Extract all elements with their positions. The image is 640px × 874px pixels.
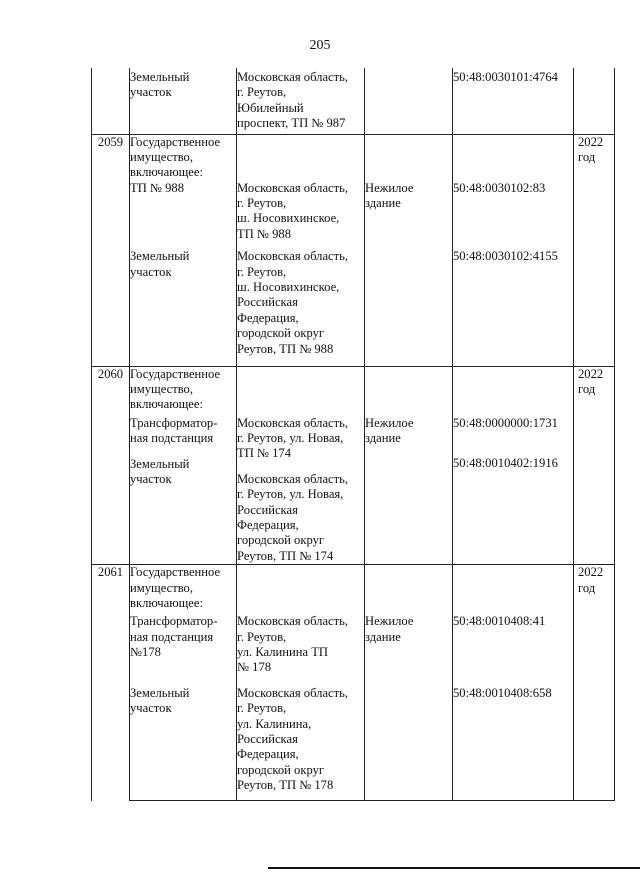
entry-number-cell [92,565,130,801]
item-address-line: городской округ [237,762,325,777]
item-address-line: Российская [237,732,298,746]
item-address-line: г. Реутов, [237,701,287,716]
item-name-line: участок [130,85,172,100]
item-purpose-line: здание [365,430,401,445]
item-purpose-line: Нежилое [365,614,414,629]
entry-number-cell [92,366,130,565]
continuation-row [92,68,615,134]
entry-number: 2059 [97,134,124,149]
item-address-line: Московская область, [237,415,349,430]
entry-number-cell [92,134,130,366]
item-address-line: Реутов, ТП № 178 [237,778,334,793]
item-purpose-cell [365,68,453,134]
page-number: 205 [309,38,331,53]
entry-number-cell [92,68,130,134]
item-name-line: ТП № 988 [130,180,184,195]
item-address-line: ТП № 174 [237,446,291,461]
item-name-line: №178 [130,645,161,660]
item-name-line: ная подстанция [130,431,214,446]
cadastral-number: 50:48:0030102:83 [453,180,546,195]
item-address-line: Московская область, [237,685,349,700]
cadastral-number: 50:48:0010408:658 [453,685,552,700]
entry-row [92,565,615,801]
item-purpose-cell [365,565,453,801]
item-purpose-line: здание [365,195,401,210]
item-address-line: г. Реутов, [237,85,287,100]
year-label: год [578,580,596,595]
year-cell [574,134,615,366]
item-name-line: Земельный [130,70,190,84]
item-address-line: Московская область, [237,471,349,486]
item-name-line: участок [130,264,172,279]
entry-header-line: Государственное [130,134,221,149]
year-value: 2022 [578,565,604,580]
item-cadastral-cell [453,134,574,366]
item-name-line: участок [130,471,172,486]
item-address-line: № 178 [237,660,272,675]
cadastral-number: 50:48:0010408:41 [453,614,546,629]
year-label: год [578,381,596,396]
item-address-line: г. Реутов, [237,629,287,644]
item-address-line: г. Реутов, ул. Новая, [237,487,344,502]
item-name-line: участок [130,701,172,715]
item-address-line: Федерация, [237,310,299,325]
item-address-line: ул. Калинина ТП [237,644,329,659]
entry-header-line: имущество, [130,381,194,396]
cadastral-number: 50:48:0000000:1731 [453,415,558,430]
entry-row [92,134,615,366]
item-cadastral-cell [453,68,574,134]
cadastral-number: 50:48:0030101:4764 [453,70,558,84]
item-address-line: ул. Калинина, [237,716,312,731]
year-cell [574,366,615,565]
item-name-cell [130,366,237,565]
item-purpose-cell [365,134,453,366]
item-address-line: Реутов, ТП № 988 [237,341,334,356]
cadastral-number: 50:48:0030102:4155 [453,248,558,263]
item-address-line: Российская [237,502,298,517]
entry-header-line: включающее: [130,165,203,180]
entry-header-line: включающее: [130,397,203,412]
property-registry-table [91,68,615,801]
year-label: год [578,149,596,164]
item-address-line: Реутов, ТП № 174 [237,548,334,563]
item-address-line: ш. Носовихинское, [237,211,340,226]
item-name-line: Трансформатор- [130,415,218,430]
item-address-cell [237,565,365,801]
item-address-cell [237,68,365,134]
cadastral-number: 50:48:0010402:1916 [453,455,558,470]
item-address-line: г. Реутов, ул. Новая, [237,430,344,445]
item-address-line: Федерация, [237,747,299,762]
item-address-line: Московская область, [237,180,349,195]
item-purpose-line: здание [365,629,401,644]
item-address-line: городской округ [237,326,325,341]
item-name-line: Земельный [130,249,190,264]
item-address-line: г. Реутов, [237,195,287,210]
year-value: 2022 [578,134,604,149]
item-cadastral-cell [453,366,574,565]
entry-header-line: Государственное [130,366,221,381]
item-address-line: проспект, ТП № 987 [237,116,346,131]
item-address-line: Юбилейный [237,100,304,115]
item-address-line: Московская область, [237,249,349,264]
item-name-line: Земельный [130,456,190,471]
item-name-cell [130,68,237,134]
year-cell [574,68,615,134]
year-cell [574,565,615,801]
entry-header-line: включающее: [130,595,203,610]
item-address-cell [237,366,365,565]
item-purpose-cell [365,366,453,565]
entry-header-line: имущество, [130,580,194,595]
item-address-cell [237,134,365,366]
item-purpose-line: Нежилое [365,415,414,430]
entry-row [92,366,615,565]
year-value: 2022 [578,366,604,381]
entry-number: 2061 [97,565,124,580]
item-name-cell [130,134,237,366]
item-address-line: Федерация, [237,517,299,532]
item-address-line: Московская область, [237,70,349,84]
item-purpose-line: Нежилое [365,180,414,195]
entry-number: 2060 [97,366,124,381]
item-cadastral-cell [453,565,574,801]
item-name-line: Земельный [130,685,190,700]
entry-header-line: имущество, [130,149,194,164]
item-name-line: Трансформатор- [130,614,218,629]
item-address-line: Московская область, [237,614,349,629]
item-address-line: г. Реутов, [237,264,287,279]
item-name-cell [130,565,237,801]
bottom-rule [268,867,640,869]
item-name-line: ная подстанция [130,629,214,644]
item-address-line: ТП № 988 [237,226,291,241]
entry-header-line: Государственное [130,565,221,580]
item-address-line: Российская [237,295,298,310]
item-address-line: городской округ [237,533,325,548]
item-address-line: ш. Носовихинское, [237,279,340,294]
